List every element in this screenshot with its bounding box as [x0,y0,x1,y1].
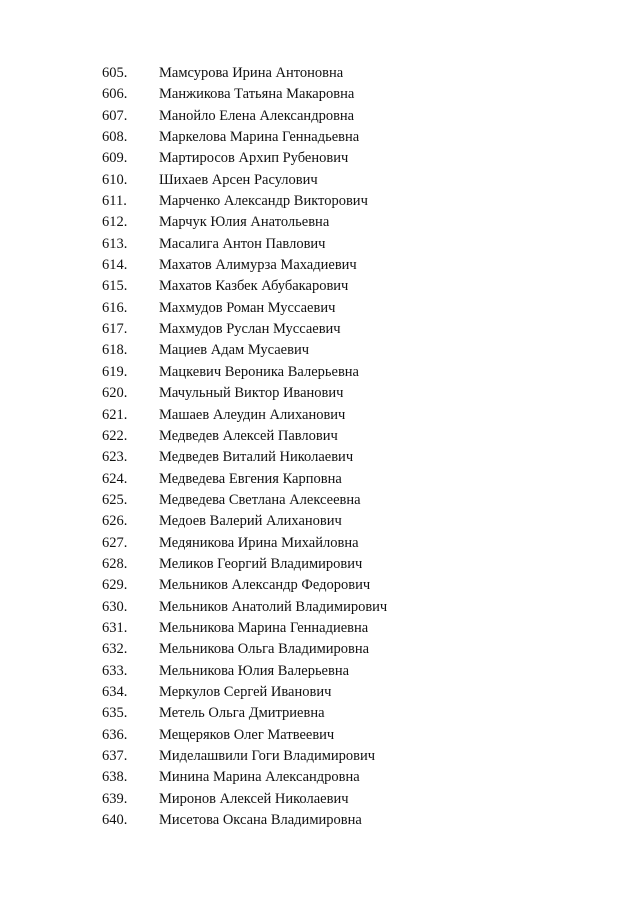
list-item [0,490,640,511]
list-item [0,511,640,532]
list-item-name: Машаев Алеудин Алиханович [159,406,346,423]
list-item-name: Меркулов Сергей Иванович [159,683,332,700]
name-list [0,63,640,831]
list-item-number: 623. [102,449,128,466]
list-item-name: Медведев Алексей Павлович [159,427,338,444]
list-item-number: 607. [102,107,128,124]
list-item-number: 627. [102,534,128,551]
list-item-name: Минина Марина Александровна [159,769,360,786]
list-item [0,170,640,191]
list-item-name: Миронов Алексей Николаевич [159,790,349,807]
list-item-name: Шихаев Арсен Расулович [159,171,318,188]
list-item-number: 632. [102,641,128,658]
list-item-name: Манойло Елена Александровна [159,107,355,124]
list-item-number: 637. [102,748,128,764]
list-item [0,106,640,127]
list-item-number: 622. [102,427,128,444]
list-item [0,746,640,767]
list-item-name: Манжикова Татьяна Макаровна [159,86,355,103]
list-item-number: 606. [102,86,128,103]
list-item-number: 631. [102,619,128,636]
list-item [0,148,640,169]
list-item-number: 625. [102,491,128,508]
list-item-name: Мартиросов Архип Рубенович [159,150,349,167]
list-item-name: Мельникова Юлия Валерьевна [159,662,350,679]
list-item-number: 635. [102,705,128,722]
list-item [0,276,640,297]
list-item-number: 618. [102,342,128,359]
list-item-name: Медведева Евгения Карповна [159,470,342,487]
list-item [0,405,640,426]
list-item-number: 626. [102,513,128,530]
list-item-name: Мельникова Ольга Владимировна [159,641,370,658]
list-item [0,639,640,660]
list-item-number: 614. [102,257,128,274]
list-item-name: Мещеряков Олег Матвеевич [159,726,335,743]
list-item [0,362,640,383]
list-item [0,255,640,276]
list-item-name: Мисетова Оксана Владимировна [159,812,362,829]
list-item [0,340,640,361]
list-item [0,575,640,596]
list-item-number: 639. [102,790,128,807]
list-item-name: Масалига Антон Павлович [159,235,326,252]
list-item [0,212,640,233]
list-item [0,810,640,831]
list-item [0,319,640,340]
list-item-number: 624. [102,470,128,487]
list-item-name: Мельников Александр Федорович [159,577,371,594]
list-item-number: 634. [102,683,128,700]
list-item [0,725,640,746]
list-item-number: 615. [102,278,128,295]
list-item [0,767,640,788]
list-item-name: Мельников Анатолий Владимирович [159,598,388,615]
list-item-name: Махатов Алимурза Махадиевич [159,257,357,274]
list-item-name: Махмудов Руслан Муссаевич [159,321,341,338]
list-item [0,234,640,255]
list-item [0,597,640,618]
list-item-number: 611. [102,193,127,210]
list-item-number: 608. [102,129,128,146]
list-item-number: 612. [102,214,128,231]
list-item [0,682,640,703]
list-item [0,703,640,724]
list-item [0,383,640,404]
list-item [0,447,640,468]
list-item-name: Метель Ольга Дмитриевна [159,705,325,722]
list-item-number: 630. [102,598,128,615]
list-item-name: Меликов Георгий Владимирович [159,555,363,572]
list-item-name: Махмудов Роман Муссаевич [159,299,336,316]
list-item-name: Медяникова Ирина Михайловна [159,534,359,551]
list-item [0,618,640,639]
list-item-name: Марченко Александр Викторович [159,193,368,210]
list-item-number: 638. [102,769,128,786]
list-item-number: 610. [102,171,128,188]
list-item [0,426,640,447]
list-item-number: 628. [102,555,128,572]
list-item-number: 636. [102,726,128,743]
list-item-name: Мацкевич Вероника Валерьевна [159,363,359,380]
list-item [0,127,640,148]
list-item-number: 613. [102,235,128,252]
list-item [0,191,640,212]
list-item [0,298,640,319]
list-item-number: 619. [102,363,128,380]
list-item-number: 605. [102,65,128,81]
list-item-name: Миделашвили Гоги Владимирович [159,748,376,764]
list-item-name: Махатов Казбек Абубакарович [159,278,349,295]
list-item-name: Мамсурова Ирина Антоновна [159,65,344,81]
list-item-number: 640. [102,812,128,829]
list-item [0,469,640,490]
list-item-number: 633. [102,662,128,679]
list-item-number: 629. [102,577,128,594]
list-item-number: 621. [102,406,128,423]
list-item-name: Мельникова Марина Геннадиевна [159,619,369,636]
list-item-name: Марчук Юлия Анатольевна [159,214,330,231]
list-item-number: 609. [102,150,128,167]
list-item [0,533,640,554]
list-item [0,63,640,84]
list-item [0,84,640,105]
list-item [0,789,640,810]
list-item [0,661,640,682]
list-item-name: Медведева Светлана Алексеевна [159,491,361,508]
list-item-name: Маркелова Марина Геннадьевна [159,129,360,146]
list-item [0,554,640,575]
list-item-number: 620. [102,385,128,402]
list-item-name: Медведев Виталий Николаевич [159,449,354,466]
list-item-number: 617. [102,321,128,338]
list-item-name: Медоев Валерий Алиханович [159,513,342,530]
list-item-name: Мациев Адам Мусаевич [159,342,310,359]
list-item-name: Мачульный Виктор Иванович [159,385,344,402]
list-item-number: 616. [102,299,128,316]
